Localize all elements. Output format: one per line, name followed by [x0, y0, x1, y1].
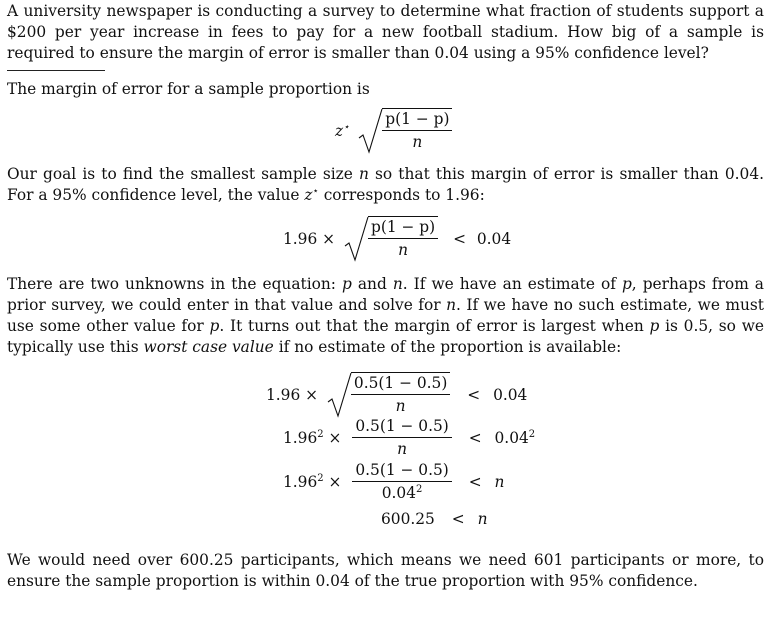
derivation — [7, 358, 764, 548]
step-1: 1.96 × $\frac{0.5(1 - 0.5)}{n}$ < 0.04 — [266, 372, 527, 418]
rhs: 0.04 — [476, 230, 512, 248]
goal-paragraph: Our goal is to find the smallest sample size n so that this margin of error is smaller than 0.04. For a 95% confidence level, the value z⋆ corresponds to 1.96: — [7, 165, 765, 204]
radical-sign — [342, 216, 368, 262]
radical: $\frac{0.5(1 - 0.5)}{n}$ — [325, 372, 450, 418]
coefficient: 1.96 × — [283, 230, 336, 248]
conclusion-paragraph: We would need over 600.25 participants, which means we need 601 participants or more, to ensure the sample proportion is within 0.04 of the true proportion with 95% confidence. — [7, 551, 764, 590]
radical: $\frac{p(1 - p)}{n}$ — [342, 216, 438, 262]
step-3: $1.96^2$ × $\frac{0.5(1 - 0.5)}{0.04^2}$ < n — [283, 461, 505, 502]
unknowns-paragraph: There are two unknowns in the equation: p and n. If we have an estimate of p, perhaps from a prior survey, we could enter in that value and solve for n. If we have no such estimate, we must use some other value for p. It turns out that the margin of error is largest when p is 0.5, so we typically use this worst case value if no estimate of the proportion is available: — [7, 275, 764, 356]
step-4: 600.25 < n — [381, 510, 488, 528]
margin-of-error-formula — [7, 100, 764, 164]
radical-sign — [325, 372, 351, 418]
radical: $\frac{p(1 - p)}{n}$ — [356, 108, 452, 154]
relation: < — [453, 230, 466, 248]
inequality-general — [7, 206, 764, 274]
document — [7, 0, 764, 592]
margin-of-error-intro: The margin of error for a sample proportion is — [7, 80, 370, 98]
step-2: $1.96^2$ × $\frac{0.5(1 - 0.5)}{n}$ < 0.04$^2$ — [283, 417, 536, 458]
question-paragraph: A university newspaper is conducting a survey to determine what fraction of students support a $200 per year increase in fees to pay for a new football stadium. How big of a sample is required to ensure the margin of error is smaller than 0.04 using a 95% confidence level? — [7, 2, 764, 62]
radical-sign — [356, 108, 382, 154]
separator-rule — [7, 70, 105, 71]
z-star: z⋆ — [335, 122, 350, 140]
